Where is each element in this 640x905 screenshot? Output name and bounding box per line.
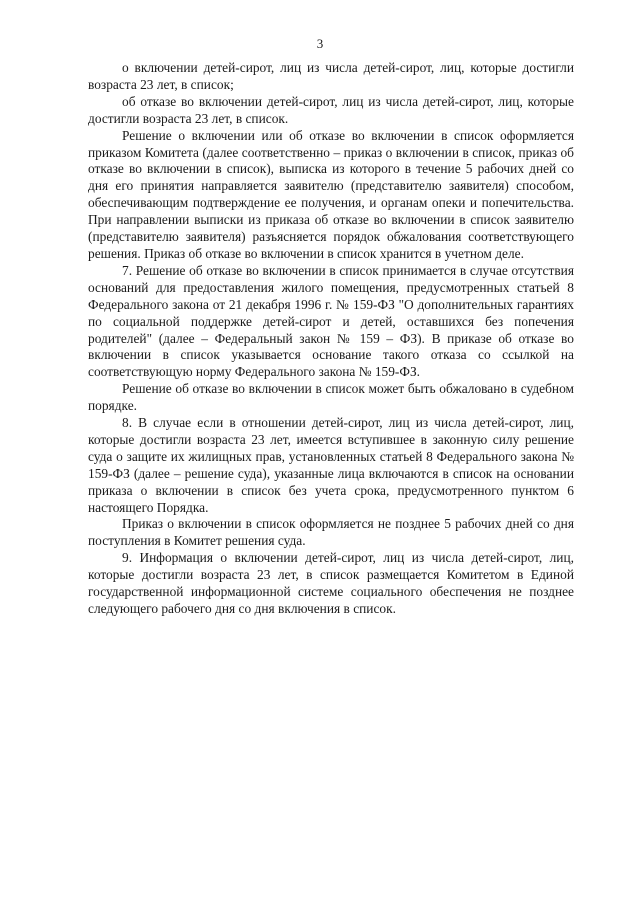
document-body bbox=[88, 60, 574, 618]
paragraph-6: 8. В случае если в отношении детей-сирот, лиц из числа детей-сирот, лиц, которые достигли возраста 23 лет, имеется вступившее в законную силу решение суда о защите их жилищных прав, установленных статьей 8 Федерального закона № 159-ФЗ (далее – решение суда), указанные лица включаются в список на основании приказа о включении в список без учета срока, предусмотренного пунктом 6 настоящего Порядка. bbox=[88, 415, 574, 515]
paragraph-7: Приказ о включении в список оформляется не позднее 5 рабочих дней со дня поступления в Комитет решения суда. bbox=[88, 516, 574, 549]
paragraph-3: Решение о включении или об отказе во включении в список оформляется приказом Комитета (далее соответственно – приказ о включении в список, приказ об отказе во включении в список), выписка из которого в течение 5 рабочих дней со дня его принятия направляется заявителю (представителю заявителя) способом, обеспечивающим подтверждение ее получения, и органам опеки и попечительства. При направлении выписки из приказа об отказе во включении в список заявителю (представителю заявителя) разъясняется порядок обжалования соответствующего решения. Приказ об отказе во включении в список хранится в учетном деле. bbox=[88, 127, 574, 261]
paragraph-1: о включении детей-сирот, лиц из числа детей-сирот, лиц, которые достигли возраста 23 лет, в список; bbox=[88, 60, 574, 92]
page-number: 3 bbox=[316, 36, 324, 51]
paragraph-2: об отказе во включении детей-сирот, лиц из числа детей-сирот, лиц, которые достигли возраста 23 лет, в список. bbox=[88, 93, 574, 126]
paragraph-5: Решение об отказе во включении в список может быть обжаловано в судебном порядке. bbox=[88, 381, 574, 414]
paragraph-8: 9. Информация о включении детей-сирот, лиц из числа детей-сирот, лиц, которые достигли возраста 23 лет, в список размещается Комитетом в Единой государственной информационной системе социального обеспечения не позднее следующего рабочего дня со дня включения в список. bbox=[88, 550, 574, 616]
paragraph-4: 7. Решение об отказе во включении в список принимается в случае отсутствия оснований для предоставления жилого помещения, предусмотренных статьей 8 Федерального закона от 21 декабря 1996 г. № 159-ФЗ "О дополнительных гарантиях по социальной поддержке детей-сирот и детей, оставшихся без попечения родителей" (далее – Федеральный закон № 159 – ФЗ). В приказе об отказе во включении в список указывается основание такого отказа со ссылкой на соответствующую норму Федерального закона № 159-ФЗ. bbox=[88, 262, 574, 380]
